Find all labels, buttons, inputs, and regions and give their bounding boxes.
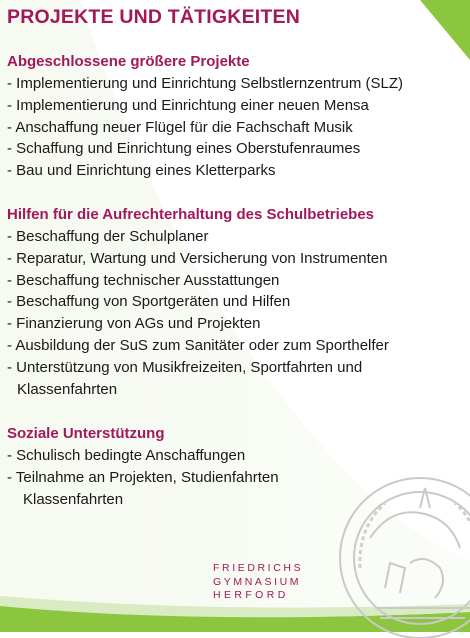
- list-item: - Beschaffung der Schulplaner: [7, 228, 209, 245]
- list-item: - Bau und Einrichtung eines Kletterparks: [7, 162, 276, 180]
- list-item: - Beschaffung von Sportgeräten und Hilfen: [7, 293, 291, 311]
- list-item: - Anschaffung neuer Flügel für die Fachschaft Musik: [7, 118, 353, 136]
- section-school-operations-support: [7, 204, 467, 400]
- school-name-line: GYMNASIUM: [213, 575, 302, 588]
- list-item: - Ausbildung der SuS zum Sanitäter oder zum Sporthelfer: [7, 336, 389, 354]
- support-list: [7, 226, 467, 400]
- list-item: - Beschaffung technischer Ausstattungen: [7, 271, 280, 289]
- list-item: - Implementierung und Einrichtung Selbstlernzentrum (SLZ): [7, 75, 404, 92]
- continuation-text: Klassenfahrten: [17, 380, 118, 398]
- list-item: - Reparatur, Wartung und Versicherung von Instrumenten: [7, 249, 388, 267]
- list-item: - Schaffung und Einrichtung eines Oberstufenraumes: [7, 140, 361, 158]
- section-heading: Hilfen für die Aufrechterhaltung des Schulbetriebes: [7, 206, 375, 223]
- list-item: - Schulisch bedingte Anschaffungen: [7, 447, 246, 464]
- social-list: [7, 445, 467, 510]
- school-name-line: HERFORD: [213, 589, 289, 601]
- section-heading: Abgeschlossene größere Projekte: [7, 53, 250, 70]
- list-item-continuation: [7, 379, 467, 401]
- list-item: - Teilnahme an Projekten, Studienfahrten: [7, 468, 279, 486]
- page-title: PROJEKTE UND TÄTIGKEITEN: [7, 6, 300, 28]
- list-item-continuation: [7, 489, 467, 511]
- list-item: - Finanzierung von AGs und Projekten: [7, 315, 261, 333]
- section-heading: Soziale Unterstützung: [7, 425, 165, 442]
- continuation-text: Klassenfahrten: [23, 490, 124, 508]
- school-name-line: FRIEDRICHS: [213, 562, 304, 574]
- project-list: [7, 73, 467, 182]
- school-logo-text: [213, 562, 303, 603]
- section-completed-projects: [7, 51, 467, 182]
- section-social-support: [7, 423, 467, 510]
- list-item: - Implementierung und Einrichtung einer neuen Mensa: [7, 96, 369, 114]
- list-item: - Unterstützung von Musikfreizeiten, Sportfahrten und: [7, 358, 363, 376]
